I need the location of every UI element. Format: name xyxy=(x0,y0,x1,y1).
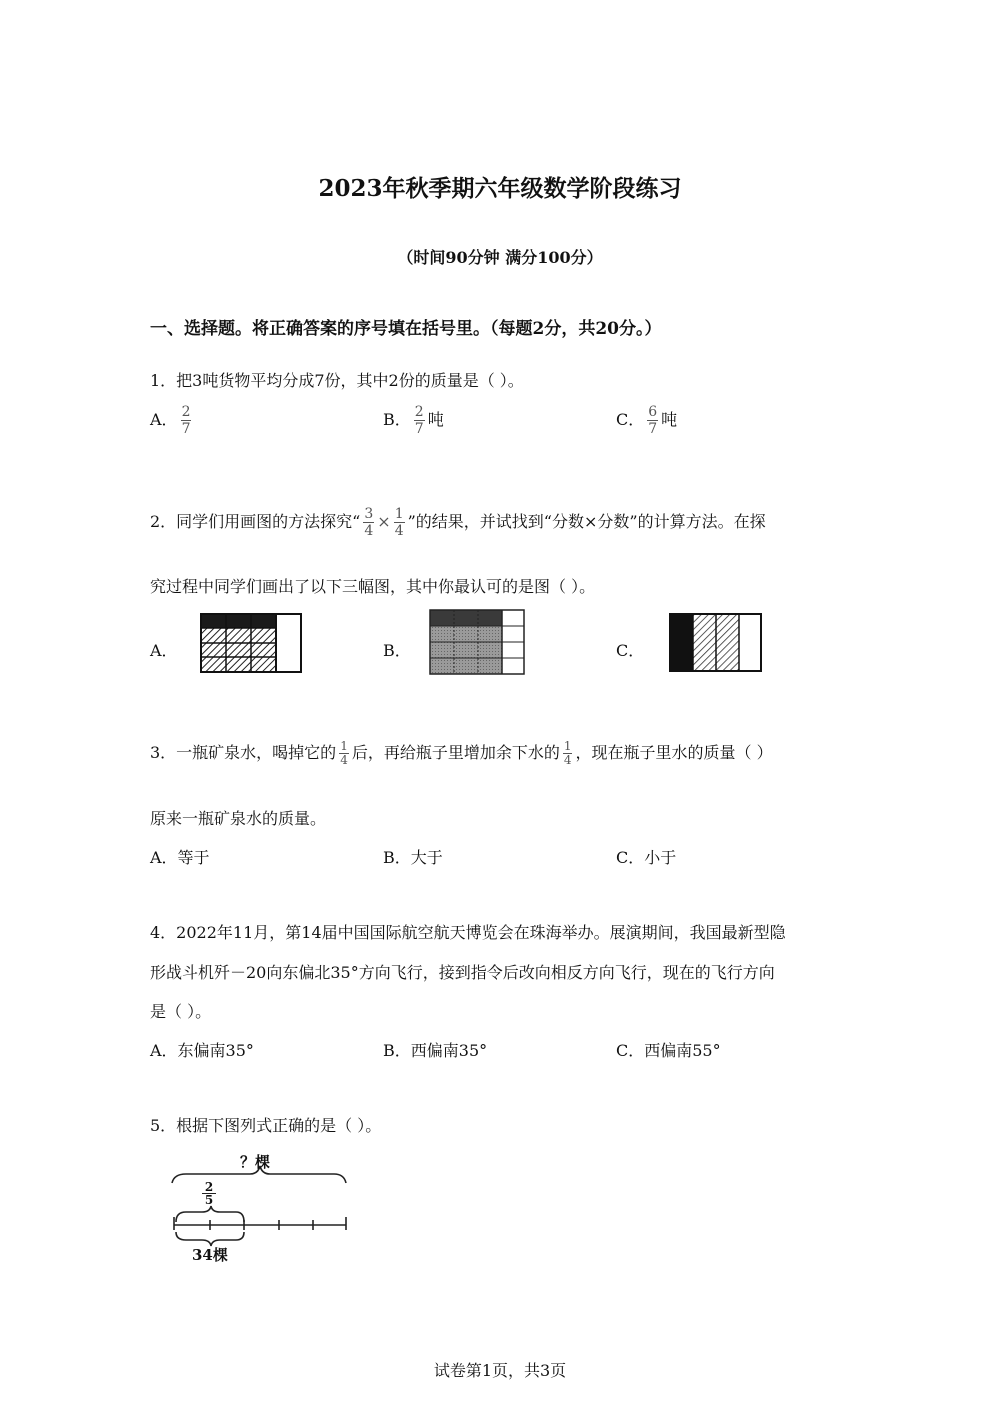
option-label: C． xyxy=(616,410,645,429)
diagram-bottom-label: 34棵 xyxy=(192,1246,228,1264)
fraction: $\frac{6}{7}$ xyxy=(648,404,658,437)
q4-option-a: A．东偏南35° xyxy=(150,1041,254,1060)
fraction: $\frac{2}{7}$ xyxy=(181,404,191,437)
page-title: 2023年秋季期六年级数学阶段练习 xyxy=(318,175,682,202)
question-1-stem: 1．把3吨货物平均分成7份，其中2份的质量是（ ）。 xyxy=(150,371,524,390)
fraction: $\frac{3}{4}$ xyxy=(364,506,374,539)
question-2-line1: 2．同学们用画图的方法探究“ $\frac{3}{4}$ × $\frac{1}{4}$ ”的结果，并试找到“分数×分数”的计算方法。在探 xyxy=(150,506,766,539)
q2-option-a-label: A． xyxy=(150,641,178,660)
question-4-line2: 形战斗机歼－20向东偏北35°方向飞行，接到指令后改向相反方向飞行，现在的飞行方向 xyxy=(150,963,775,982)
question-3-line2: 原来一瓶矿泉水的质量。 xyxy=(150,809,327,828)
fraction: $\frac{2}{7}$ xyxy=(414,404,424,437)
question-3-line1: 3．一瓶矿泉水，喝掉它的 $\frac{1}{4}$ 后，再给瓶子里增加余下水的 $\frac{1}{4}$ ，现在瓶子里水的质量（ ） xyxy=(150,739,773,767)
q5-diagram xyxy=(172,1166,346,1246)
q3-option-a: A．等于 xyxy=(150,848,210,867)
question-4-line1: 4．2022年11月，第14届中国国际航空航天博览会在珠海举办。展演期间，我国最新型隐 xyxy=(150,923,786,942)
section-heading: 一、选择题。将正确答案的序号填在括号里。（每题2分，共20分。） xyxy=(150,319,662,339)
question-4-line3: 是（ ）。 xyxy=(150,1002,212,1021)
question-2-line2: 究过程中同学们画出了以下三幅图，其中你最认可的是图（ ）。 xyxy=(150,577,596,596)
fraction: $\frac{1}{4}$ xyxy=(394,506,404,539)
q2-option-c-label: C． xyxy=(616,641,645,660)
figure-b xyxy=(430,610,524,674)
figure-a xyxy=(201,614,301,672)
page-footer: 试卷第1页，共3页 xyxy=(433,1361,567,1380)
q4-option-b: B．西偏南35° xyxy=(383,1041,488,1060)
option-label: B． xyxy=(383,410,411,429)
q2-option-b-label: B． xyxy=(383,641,411,660)
option-unit: 吨 xyxy=(661,410,678,429)
q3-option-c: C．小于 xyxy=(616,848,677,867)
fraction: $\frac{1}{4}$ xyxy=(340,739,348,767)
diagram-top-label: ？棵 xyxy=(240,1153,271,1171)
diagram-fraction: 2 5 xyxy=(202,1181,216,1206)
times-sign: × xyxy=(377,512,391,531)
figure-c xyxy=(670,614,761,671)
question-5-stem: 5．根据下图列式正确的是（ ）。 xyxy=(150,1116,382,1135)
fraction: $\frac{1}{4}$ xyxy=(563,739,572,767)
option-unit: 吨 xyxy=(427,410,444,429)
q4-option-c: C．西偏南55° xyxy=(616,1041,721,1060)
option-label: A． xyxy=(150,410,178,429)
page-subtitle: （时间90分钟 满分100分） xyxy=(397,248,603,267)
q3-option-b: B．大于 xyxy=(383,848,443,867)
